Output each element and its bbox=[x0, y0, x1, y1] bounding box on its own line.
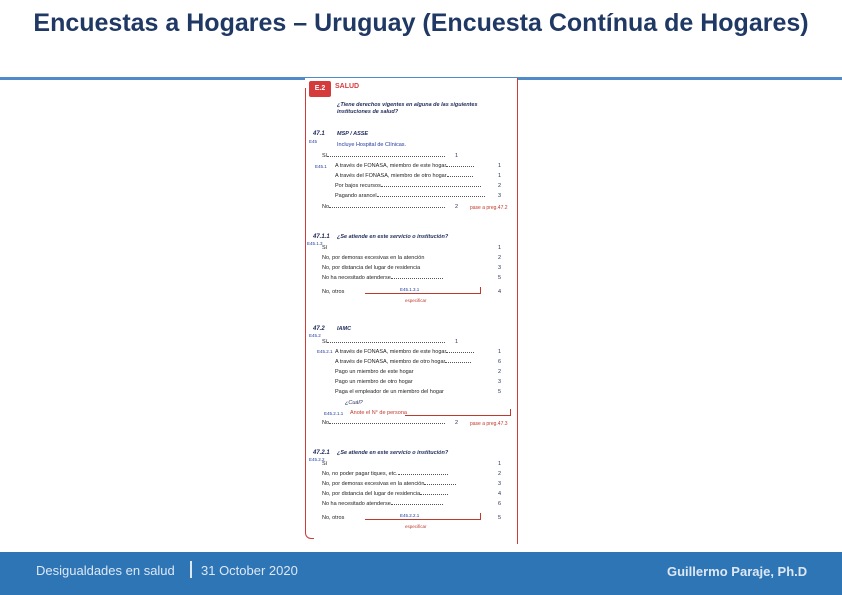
option-item[interactable] bbox=[335, 369, 414, 375]
option-number: 1 bbox=[498, 349, 502, 355]
option-label: No, otros bbox=[322, 289, 345, 295]
footer-bar bbox=[0, 552, 842, 595]
option-number: 3 bbox=[498, 379, 502, 385]
option-label: Paga el empleador de un miembro del hogar bbox=[335, 389, 444, 395]
option-item[interactable] bbox=[335, 349, 474, 355]
option-item[interactable] bbox=[335, 183, 481, 189]
option-number: 2 bbox=[498, 255, 502, 261]
question-number: 47.1 bbox=[313, 131, 325, 137]
question-text: ¿Se atiende en este servicio o institución? bbox=[337, 450, 449, 456]
option-si[interactable] bbox=[322, 153, 445, 159]
option-number: 2 bbox=[455, 420, 459, 426]
footer-separator bbox=[190, 561, 192, 578]
option-number: 3 bbox=[498, 193, 502, 199]
option-label: No, por demoras excesivas en la atención bbox=[322, 481, 425, 487]
question-code: E45 bbox=[309, 139, 318, 144]
person-number-field[interactable] bbox=[405, 409, 511, 416]
footer-topic: Desigualdades en salud bbox=[36, 563, 175, 578]
option-item[interactable] bbox=[322, 245, 327, 251]
option-number: 4 bbox=[498, 289, 502, 295]
question-title: IAMC bbox=[337, 326, 352, 332]
section-badge: E.2 bbox=[309, 81, 331, 97]
question-number: 47.1.1 bbox=[313, 234, 330, 240]
option-label: No ha necesitado atenderse bbox=[322, 501, 391, 507]
question-text: ¿Se atiende en este servicio o institución? bbox=[337, 234, 449, 240]
footer-date: 31 October 2020 bbox=[201, 563, 298, 578]
option-number: 3 bbox=[498, 481, 502, 487]
option-item[interactable] bbox=[335, 173, 473, 179]
option-number: 1 bbox=[455, 339, 459, 345]
option-item[interactable] bbox=[335, 389, 444, 395]
option-number: 3 bbox=[498, 265, 502, 271]
question-subtitle: Incluye Hospital de Clínicas. bbox=[337, 142, 407, 148]
option-label: Por bajos recursos bbox=[335, 183, 381, 189]
other-specify-field[interactable] bbox=[365, 287, 481, 294]
option-item[interactable] bbox=[322, 265, 420, 271]
page-left-rule bbox=[305, 88, 306, 532]
option-number: 6 bbox=[498, 501, 502, 507]
option-item[interactable] bbox=[335, 193, 485, 199]
question-code: E45.2 bbox=[309, 333, 321, 338]
option-label: Sí bbox=[322, 245, 328, 251]
option-label: No, no poder pagar tiques, etc. bbox=[322, 471, 398, 477]
option-label: Sí bbox=[322, 461, 328, 467]
option-number: 2 bbox=[498, 183, 502, 189]
which-hint: Anote el N° de persona bbox=[350, 410, 407, 416]
option-number: 5 bbox=[498, 389, 502, 395]
option-item[interactable] bbox=[322, 491, 448, 497]
option-label: No ha necesitado atenderse bbox=[322, 275, 391, 281]
sub-code: E45.2.1 bbox=[317, 349, 333, 354]
option-label: Pago un miembro de este hogar bbox=[335, 369, 414, 375]
specify-hint: especificar bbox=[405, 298, 427, 303]
option-item[interactable] bbox=[322, 481, 456, 487]
option-number: 1 bbox=[455, 153, 459, 159]
option-label: Sí bbox=[322, 153, 328, 159]
question-code: E45.2.2 bbox=[309, 457, 325, 462]
option-item[interactable] bbox=[322, 275, 443, 281]
other-specify-field[interactable] bbox=[365, 513, 481, 520]
slide-title: Encuestas a Hogares – Uruguay (Encuesta Contínua de Hogares) bbox=[33, 9, 809, 37]
option-item[interactable] bbox=[322, 501, 443, 507]
question-title: MSP / ASSE bbox=[337, 131, 369, 137]
option-number: 5 bbox=[498, 515, 502, 521]
option-label: A través de FONASA, miembro de este hogar bbox=[335, 163, 447, 169]
page-corner bbox=[305, 530, 314, 539]
option-item[interactable] bbox=[335, 359, 471, 365]
which-prompt: ¿Cuál? bbox=[345, 400, 363, 406]
option-number: 1 bbox=[498, 173, 502, 179]
option-label: A través del FONASA, miembro de otro hogar bbox=[335, 173, 447, 179]
option-label: No, por distancia del lugar de residencia bbox=[322, 265, 421, 271]
option-label: No bbox=[322, 420, 330, 426]
option-label: Pago un miembro de otro hogar bbox=[335, 379, 413, 385]
section-title: SALUD bbox=[335, 83, 360, 90]
option-label: Pagando arancel bbox=[335, 193, 377, 199]
option-label: No bbox=[322, 204, 330, 210]
option-label: A través de FONASA, miembro de otro hogar bbox=[335, 359, 446, 365]
option-si[interactable] bbox=[322, 339, 445, 345]
option-no[interactable] bbox=[322, 204, 445, 210]
option-no[interactable] bbox=[322, 420, 445, 426]
question-code: E45.1.3 bbox=[307, 241, 323, 246]
option-item[interactable] bbox=[322, 289, 344, 295]
option-item[interactable] bbox=[322, 461, 327, 467]
option-number: 1 bbox=[498, 163, 502, 169]
option-label: No, otros bbox=[322, 515, 345, 521]
questionnaire-page bbox=[305, 78, 518, 544]
option-number: 2 bbox=[498, 369, 502, 375]
option-item[interactable] bbox=[322, 255, 424, 261]
question-number: 47.2 bbox=[313, 326, 325, 332]
question-number: 47.2.1 bbox=[313, 450, 330, 456]
skip-instruction: pase a preg.47.2 bbox=[470, 205, 508, 211]
sub-code: E45.1 bbox=[315, 164, 327, 169]
option-label: No, por distancia del lugar de residencia bbox=[322, 491, 421, 497]
which-code: E45.2.1.1 bbox=[324, 411, 344, 416]
option-label: Sí bbox=[322, 339, 328, 345]
other-code: E45.1.3.1 bbox=[400, 287, 420, 292]
option-item[interactable] bbox=[335, 379, 413, 385]
option-number: 1 bbox=[498, 461, 502, 467]
option-number: 5 bbox=[498, 275, 502, 281]
intro-question: ¿Tiene derechos vigentes en alguna de las siguientes instituciones de salud? bbox=[337, 102, 478, 115]
skip-instruction: pase a preg.47.3 bbox=[470, 421, 508, 427]
option-number: 4 bbox=[498, 491, 502, 497]
option-item[interactable] bbox=[322, 515, 344, 521]
option-number: 2 bbox=[498, 471, 502, 477]
option-number: 6 bbox=[498, 359, 502, 365]
option-number: 1 bbox=[498, 245, 502, 251]
footer-author: Guillermo Paraje, Ph.D bbox=[667, 564, 808, 579]
option-number: 2 bbox=[455, 204, 459, 210]
option-label: No, por demoras excesivas en la atención bbox=[322, 255, 425, 261]
option-item[interactable] bbox=[335, 163, 474, 169]
specify-hint: especificar bbox=[405, 524, 427, 529]
option-label: A través de FONASA, miembro de este hogar bbox=[335, 349, 447, 355]
option-item[interactable] bbox=[322, 471, 448, 477]
other-code: E45.2.2.1 bbox=[400, 513, 420, 518]
